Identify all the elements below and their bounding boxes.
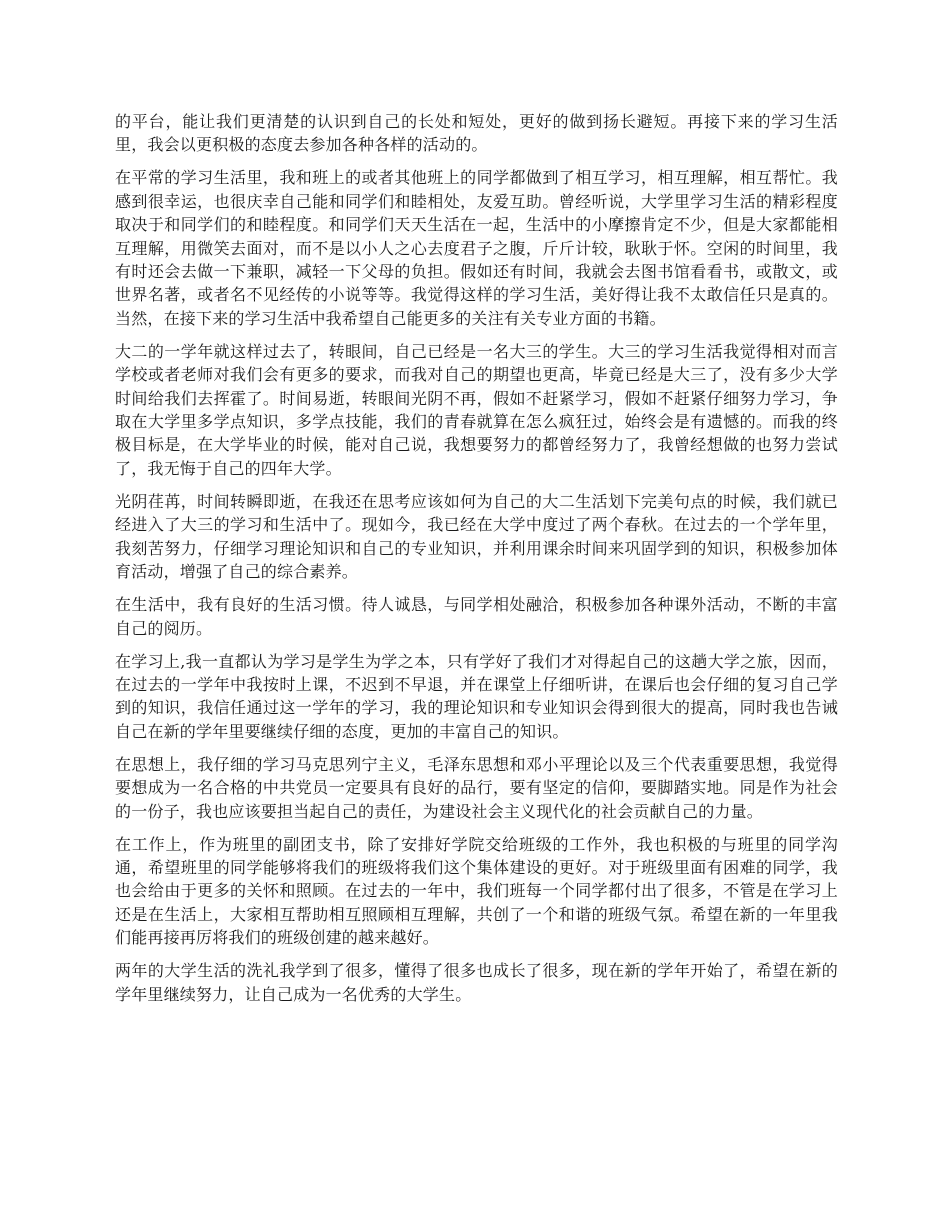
paragraph: 光阴荏苒，时间转瞬即逝，在我还在思考应该如何为自己的大二生活划下完美句点的时候，我们就已经进入了大三的学习和生活中了。现如今，我已经在大学中度过了两个春秋。在过去的一个学年里，我刻苦努力，仔细学习理论知识和自己的专业知识，并利用课余时间来巩固学到的知识，积极参加体育活动，增强了自己的综合素养。 [115, 491, 838, 582]
document-body [115, 110, 838, 1016]
paragraph: 在思想上，我仔细的学习马克思列宁主义，毛泽东思想和邓小平理论以及三个代表重要思想，我觉得要想成为一名合格的中共党员一定要具有良好的品行，要有坚定的信仰，要脚踏实地。同是作为社会的一份子，我也应该要担当起自己的责任，为建设社会主义现代化的社会贡献自己的力量。 [115, 754, 838, 821]
paragraph: 的平台，能让我们更清楚的认识到自己的长处和短处，更好的做到扬长避短。再接下来的学习生活里，我会以更积极的态度去参加各种各样的活动的。 [115, 112, 838, 155]
paragraph: 两年的大学生活的洗礼我学到了很多，懂得了很多也成长了很多，现在新的学年开始了，希望在新的学年里继续努力，让自己成为一名优秀的大学生。 [115, 961, 838, 1004]
paragraph: 在平常的学习生活里，我和班上的或者其他班上的同学都做到了相互学习，相互理解，相互帮忙。我感到很幸运，也很庆幸自己能和同学们和睦相处，友爱互助。曾经听说，大学里学习生活的精彩程度取决于和同学们的和睦程度。和同学们天天生活在一起，生活中的小摩擦肯定不少，但是大家都能相互理解，用微笑去面对，而不是以小人之心去度君子之腹，斤斤计较，耿耿于怀。空闲的时间里，我有时还会去做一下兼职，减轻一下父母的负担。假如还有时间，我就会去图书馆看看书，或散文，或世界名著，或者名不见经传的小说等等。我觉得这样的学习生活，美好得让我不太敢信任只是真的。当然，在接下来的学习生活中我希望自己能更多的关注有关专业方面的书籍。 [115, 168, 838, 328]
paragraph: 大二的一学年就这样过去了，转眼间，自己已经是一名大三的学生。大三的学习生活我觉得相对而言学校或者老师对我们会有更多的要求，而我对自己的期望也更高，毕竟已经是大三了，没有多少大学时间给我们去挥霍了。时间易逝，转眼间光阴不再，假如不赶紧学习，假如不赶紧仔细努力学习，争取在大学里多学点知识，多学点技能，我们的青春就算在怎么疯狂过，始终会是有遗憾的。而我的终极目标是，在大学毕业的时候，能对自己说，我想要努力的都曾经努力了，我曾经想做的也努力尝试了，我无悔于自己的四年大学。 [115, 341, 838, 478]
paragraph: 在学习上,我一直都认为学习是学生为学之本，只有学好了我们才对得起自己的这趟大学之旅，因而，在过去的一学年中我按时上课，不迟到不早退，并在课堂上仔细听讲，在课后也会仔细的复习自己学到的知识，我信任通过这一学年的学习，我的理论知识和专业知识会得到很大的提高，同时我也告诫自己在新的学年里要继续仔细的态度，更加的丰富自己的知识。 [115, 651, 838, 741]
paragraph: 在生活中，我有良好的生活习惯。待人诚恳，与同学相处融洽，积极参加各种课外活动，不断的丰富自己的阅历。 [115, 595, 838, 638]
paragraph: 在工作上，作为班里的副团支书，除了安排好学院交给班级的工作外，我也积极的与班里的同学沟通，希望班里的同学能够将我们的班级将我们这个集体建设的更好。对于班级里面有困难的同学，我也会给由于更多的关怀和照顾。在过去的一年中，我们班每一个同学都付出了很多，不管是在学习上还是在生活上，大家相互帮助相互照顾相互理解，共创了一个和谐的班级气氛。希望在新的一年里我们能再接再厉将我们的班级创建的越来越好。 [115, 834, 838, 948]
